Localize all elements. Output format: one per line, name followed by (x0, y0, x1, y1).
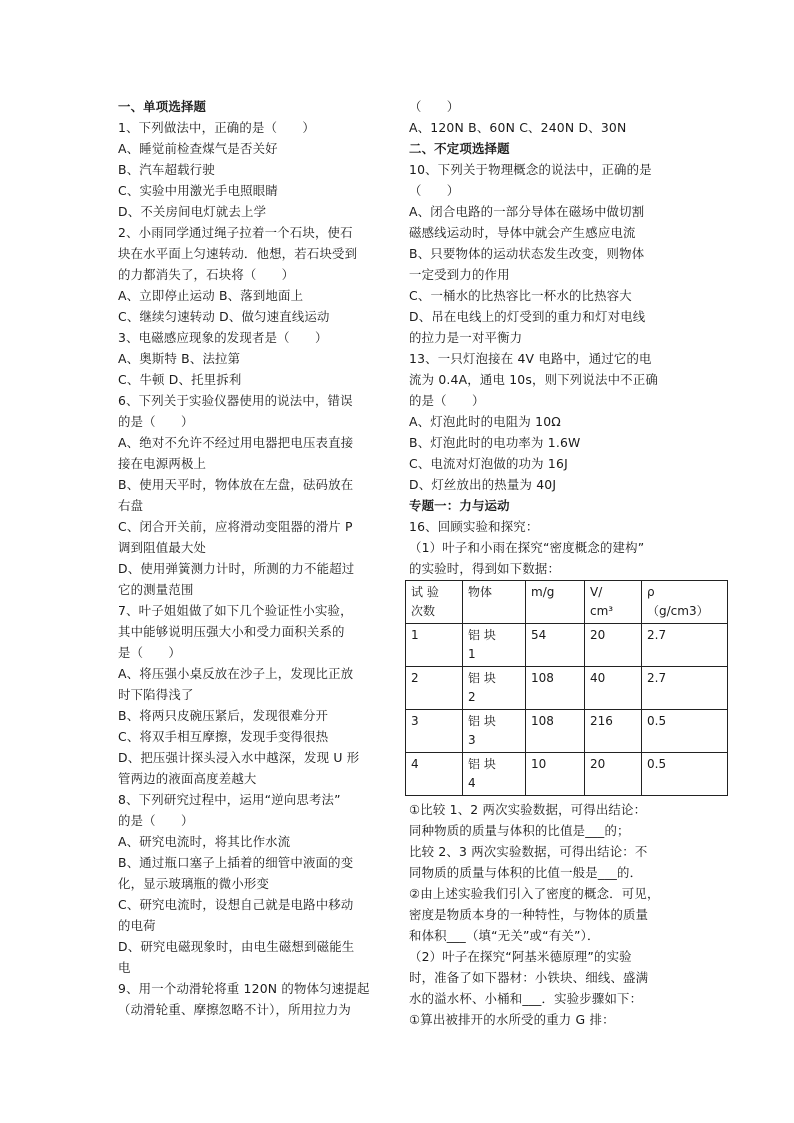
text-line: A、灯泡此时的电阻为 10Ω (409, 414, 561, 429)
text-line: C、牛顿 D、托里拆利 (118, 372, 242, 387)
table-header-cell: ρ （g/cm3） (642, 581, 728, 624)
table-row (406, 710, 728, 753)
text-line: D、灯丝放出的热量为 40J (409, 477, 557, 492)
text-line: 16、回顾实验和探究： (409, 519, 539, 534)
table-cell: 铝 块 1 (463, 624, 526, 667)
text-line: 一定受到力的作用 (409, 267, 510, 282)
table-cell: 铝 块 4 (463, 753, 526, 796)
text-line: C、继续匀速转动 D、做匀速直线运动 (118, 309, 330, 324)
text-line: C、闭合开关前，应将滑动变阻器的滑片 P (118, 519, 353, 534)
text-line: 化，显示玻璃瓶的微小形变 (118, 876, 270, 891)
table-cell: 108 (526, 667, 585, 710)
text-line: 同物质的质量与体积的比值一般是___的． (409, 865, 643, 880)
table-cell: 2 (406, 667, 463, 710)
text-line: 2、小雨同学通过绳子拉着一个石块，使石 (118, 225, 353, 240)
text-line: 右盘 (118, 498, 144, 513)
text-line: （ ） (409, 183, 460, 198)
table-cell: 40 (585, 667, 642, 710)
text-line: B、灯泡此时的电功率为 1.6W (409, 435, 581, 450)
text-line: A、120N B、60N C、240N D、30N (409, 120, 627, 135)
text-line: ②由上述实验我们引入了密度的概念．可见， (409, 886, 660, 901)
left-column (118, 96, 386, 1020)
text-line: 9、用一个动滑轮将重 120N 的物体匀速提起 (118, 981, 370, 996)
table-cell: 10 (526, 753, 585, 796)
text-line: 的电荷 (118, 918, 156, 933)
text-line: B、只要物体的运动状态发生改变，则物体 (409, 246, 645, 261)
table-header-cell: V/ cm³ (585, 581, 642, 624)
text-line: 管两边的液面高度差越大 (118, 771, 257, 786)
table-cell: 20 (585, 753, 642, 796)
text-line: A、奥斯特 B、法拉第 (118, 351, 241, 366)
table-row (406, 753, 728, 796)
text-line: 3、电磁感应现象的发现者是（ ） (118, 330, 328, 345)
table-cell: 3 (406, 710, 463, 753)
text-line: 的是（ ） (118, 414, 194, 429)
text-line: B、使用天平时，物体放在左盘，砝码放在 (118, 477, 354, 492)
text-line: B、汽车超载行驶 (118, 162, 215, 177)
text-line: ①比较 1、2 两次实验数据，可得出结论： (409, 802, 647, 817)
text-line: 同种物质的质量与体积的比值是___的； (409, 823, 630, 838)
text-line: A、睡觉前检查煤气是否关好 (118, 141, 278, 156)
text-line: C、实验中用激光手电照眼睛 (118, 183, 278, 198)
table-cell: 0.5 (642, 753, 728, 796)
text-line: C、将双手相互摩擦，发现手变得很热 (118, 729, 329, 744)
text-line: 流为 0.4A，通电 10s，则下列说法中不正确 (409, 372, 658, 387)
table-cell: 铝 块 2 (463, 667, 526, 710)
text-line: （动滑轮重、摩擦忽略不计），所用拉力为 (118, 1002, 352, 1017)
right-bottom-lines (409, 799, 683, 1030)
text-line: 磁感线运动时，导体中就会产生感应电流 (409, 225, 636, 240)
text-line: 比较 2、3 两次实验数据，可得出结论：不 (409, 844, 648, 859)
text-line: C、电流对灯泡做的功为 16J (409, 456, 568, 471)
text-line: 接在电源两极上 (118, 456, 207, 471)
text-line: 8、下列研究过程中，运用“逆向思考法” (118, 792, 341, 807)
text-line: A、研究电流时，将其比作水流 (118, 834, 291, 849)
text-line: 1、下列做法中，正确的是（ ） (118, 120, 315, 135)
text-line: A、将压强小桌反放在沙子上，发现比正放 (118, 666, 354, 681)
text-line: （2）叶子在探究“阿基米德原理”的实验 (409, 949, 632, 964)
text-line: （ ） (409, 99, 460, 114)
table-cell: 4 (406, 753, 463, 796)
table-cell: 20 (585, 624, 642, 667)
table-cell: 0.5 (642, 710, 728, 753)
table-cell: 108 (526, 710, 585, 753)
text-line: 和体积___（填“无关”或“有关”）． (409, 928, 600, 943)
text-line: D、把压强计探头浸入水中越深，发现 U 形 (118, 750, 360, 765)
table-body (406, 624, 728, 796)
text-line: 7、叶子姐姐做了如下几个验证性小实验， (118, 603, 353, 618)
table-cell: 216 (585, 710, 642, 753)
text-line: 的是（ ） (118, 813, 194, 828)
text-line: 密度是物质本身的一种特性，与物体的质量 (409, 907, 649, 922)
text-line: 10、下列关于物理概念的说法中，正确的是 (409, 162, 652, 177)
table-cell: 54 (526, 624, 585, 667)
table-header-cell: 物体 (463, 581, 526, 624)
text-line: 时下陷得浅了 (118, 687, 194, 702)
text-line: A、绝对不允许不经过用电器把电压表直接 (118, 435, 354, 450)
text-line: 电 (118, 960, 131, 975)
text-line: 的拉力是一对平衡力 (409, 330, 523, 345)
text-line: A、立即停止运动 B、落到地面上 (118, 288, 304, 303)
text-line: 是（ ） (118, 645, 181, 660)
text-line: D、吊在电线上的灯受到的重力和灯对电线 (409, 309, 646, 324)
text-line: ①算出被排开的水所受的重力 G 排： (409, 1012, 615, 1027)
text-line: 6、下列关于实验仪器使用的说法中，错误 (118, 393, 353, 408)
text-line: 它的测量范围 (118, 582, 194, 597)
table-header-cell: m/g (526, 581, 585, 624)
table-row (406, 624, 728, 667)
table-cell: 铝 块 3 (463, 710, 526, 753)
text-line: D、研究电磁现象时，由电生磁想到磁能生 (118, 939, 355, 954)
table-cell: 2.7 (642, 624, 728, 667)
text-line: 块在水平面上匀速转动．他想，若石块受到 (118, 246, 358, 261)
section-heading: 专题一：力与运动 (409, 498, 510, 513)
density-data-table (405, 580, 728, 796)
text-line: （1）叶子和小雨在探究“密度概念的建构” (409, 540, 645, 555)
text-line: C、研究电流时，设想自己就是电路中移动 (118, 897, 354, 912)
text-line: D、不关房间电灯就去上学 (118, 204, 267, 219)
text-line: 的实验时，得到如下数据： (409, 561, 561, 576)
section-heading: 二、不定项选择题 (409, 141, 510, 156)
text-line: 时，准备了如下器材：小铁块、细线、盛满 (409, 970, 649, 985)
text-line: B、将两只皮碗压紧后，发现很难分开 (118, 708, 329, 723)
text-line: 的力都消失了，石块将（ ） (118, 267, 295, 282)
text-line: C、一桶水的比热容比一杯水的比热容大 (409, 288, 632, 303)
text-line: 的是（ ） (409, 393, 485, 408)
right-top-lines (409, 96, 683, 579)
text-line: 水的溢水杯、小桶和___．实验步骤如下： (409, 991, 643, 1006)
text-line: 调到阻值最大处 (118, 540, 207, 555)
table-cell: 1 (406, 624, 463, 667)
text-line: 13、一只灯泡接在 4V 电路中，通过它的电 (409, 351, 652, 366)
text-line: B、通过瓶口塞子上插着的细管中液面的变 (118, 855, 354, 870)
text-line: 其中能够说明压强大小和受力面积关系的 (118, 624, 345, 639)
text-line: A、闭合电路的一部分导体在磁场中做切割 (409, 204, 645, 219)
section-heading: 一、单项选择题 (118, 99, 207, 114)
table-header-cell: 试 验 次数 (406, 581, 463, 624)
text-line: D、使用弹簧测力计时，所测的力不能超过 (118, 561, 355, 576)
table-cell: 2.7 (642, 667, 728, 710)
right-column (409, 96, 709, 1030)
table-header-row (406, 581, 728, 624)
table-row (406, 667, 728, 710)
